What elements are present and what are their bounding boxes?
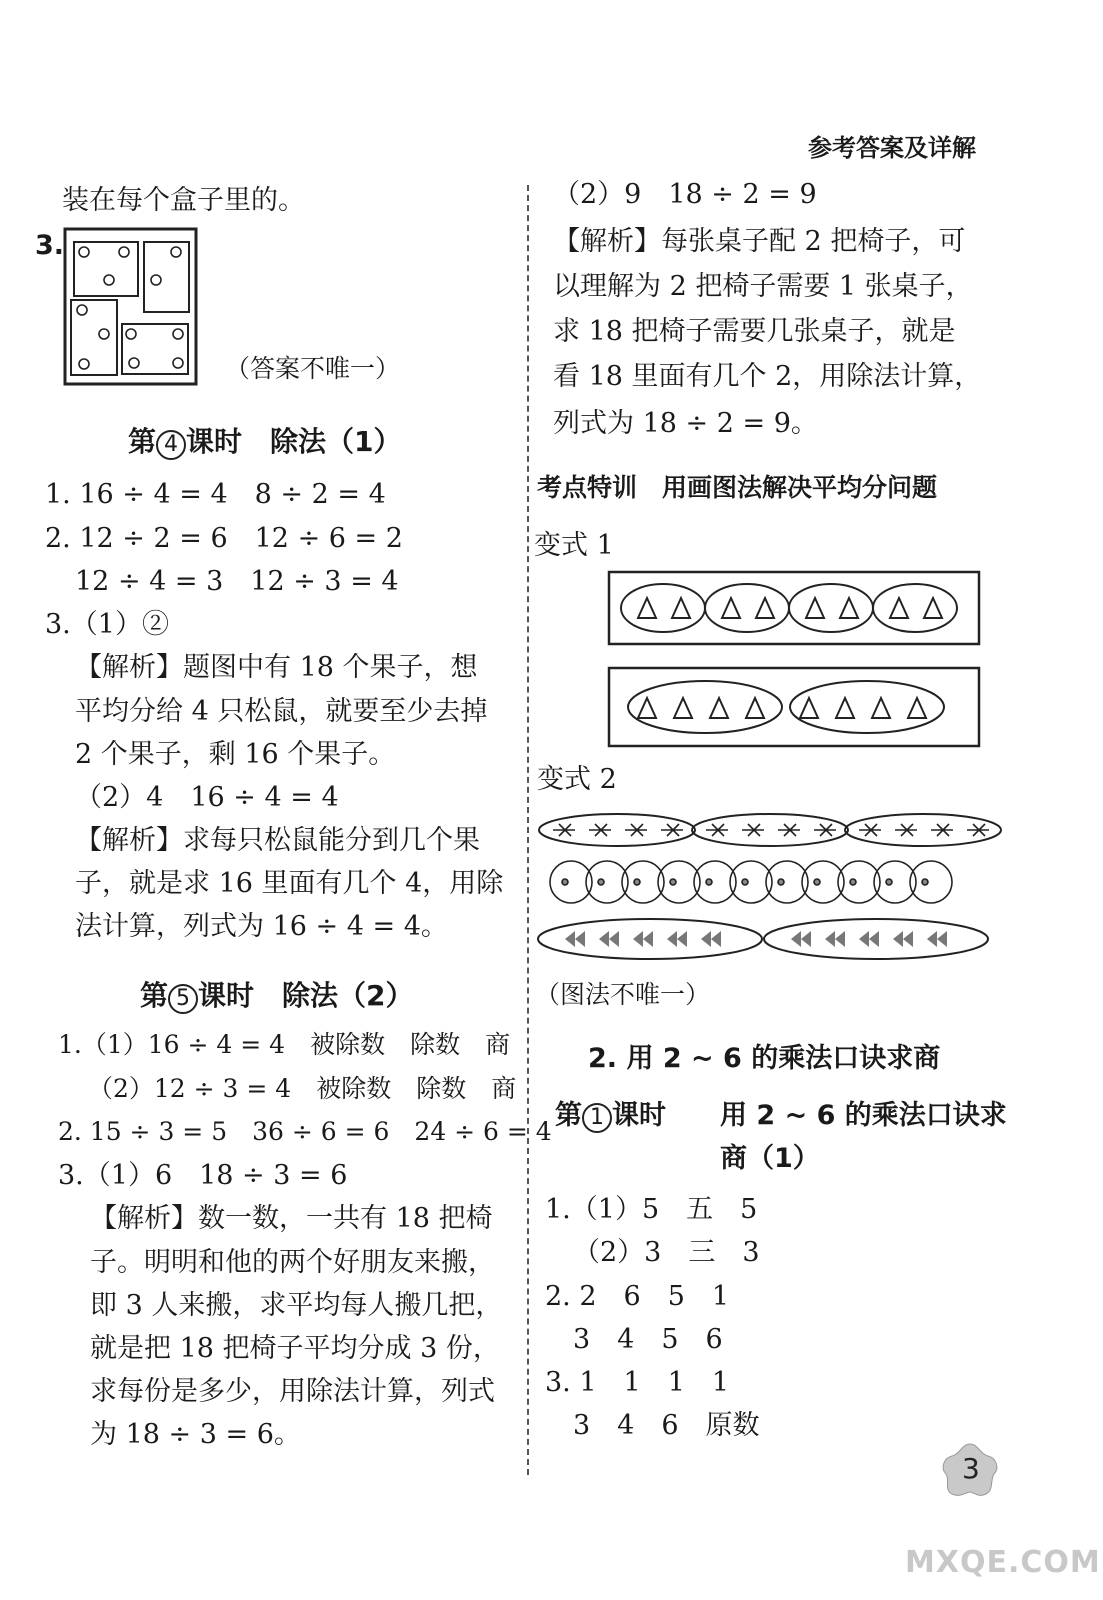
- explanation-line: 列式为 18 ÷ 2 = 9。: [553, 408, 818, 439]
- variant2-diagram: [535, 812, 1005, 962]
- lesson-prefix: 第: [555, 1100, 582, 1131]
- explanation-line: 【解析】求每只松鼠能分到几个果: [75, 825, 480, 856]
- explanation-line: 平均分给 4 只松鼠，就要至少去掉: [75, 696, 488, 727]
- column-divider: [527, 185, 529, 1475]
- explanation-line: 2 个果子，剩 16 个果子。: [75, 739, 396, 770]
- question-number: 3.: [35, 230, 65, 261]
- explanation-line: 【解析】题图中有 18 个果子，想: [75, 652, 478, 683]
- variant-label: 变式 2: [537, 764, 617, 795]
- section-heading: 2. 用 2 ~ 6 的乘法口诀求商: [588, 1043, 941, 1074]
- explanation-line: 求每份是多少，用除法计算，列式: [90, 1376, 495, 1407]
- lesson-number-badge: 5: [168, 984, 198, 1014]
- section-heading: 考点特训 用画图法解决平均分问题: [537, 473, 938, 502]
- explanation-line: 【解析】每张桌子配 2 把椅子，可: [553, 226, 966, 257]
- answer-line: 3.（1）6 18 ÷ 3 = 6: [58, 1160, 348, 1191]
- answer-line: 12 ÷ 4 = 3 12 ÷ 3 = 4: [75, 566, 399, 597]
- answer-line: （2）9 18 ÷ 2 = 9: [553, 179, 817, 210]
- explanation-line: 为 18 ÷ 3 = 6。: [90, 1419, 301, 1450]
- answer-line: （2）12 ÷ 3 = 4 被除数 除数 商: [88, 1074, 517, 1103]
- answer-line: 2. 15 ÷ 3 = 5 36 ÷ 6 = 6 24 ÷ 6 = 4: [58, 1117, 552, 1146]
- answer-line: 2. 2 6 5 1: [545, 1281, 730, 1312]
- lesson-title-line2: 商（1）: [720, 1143, 820, 1174]
- variant-label: 变式 1: [534, 530, 614, 561]
- answer-line: 3 4 6 原数: [573, 1410, 760, 1441]
- answer-note: （答案不唯一）: [225, 354, 401, 383]
- lesson-prefix: 第: [128, 425, 157, 458]
- answer-line: 1.（1）5 五 5: [545, 1194, 758, 1225]
- lesson-number-badge: 4: [156, 430, 186, 460]
- answer-line: 1.（1）16 ÷ 4 = 4 被除数 除数 商: [58, 1030, 511, 1059]
- variant1-diagram: [600, 570, 985, 750]
- lesson-prefix: 第: [140, 979, 169, 1012]
- explanation-line: 子。明明和他的两个好朋友来搬，: [90, 1247, 495, 1278]
- explanation-line: 就是把 18 把椅子平均分成 3 份，: [90, 1333, 500, 1364]
- explanation-line: 以理解为 2 把椅子需要 1 张桌子，: [553, 271, 973, 302]
- page-header: 参考答案及详解: [808, 134, 976, 162]
- text-line: 装在每个盒子里的。: [62, 185, 305, 216]
- diagram-note: （图法不唯一）: [535, 980, 711, 1009]
- explanation-line: 子，就是求 16 里面有几个 4，用除: [75, 868, 504, 899]
- lesson-title: [140, 974, 414, 1014]
- watermark: MXQE.COM: [905, 1545, 1101, 1580]
- boxes-diagram: [64, 228, 198, 386]
- answer-line: 3.（1）②: [45, 609, 169, 640]
- answer-line: （2）4 16 ÷ 4 = 4: [75, 782, 339, 813]
- lesson-title-text: 课时 除法（2）: [198, 979, 414, 1012]
- explanation-line: 即 3 人来搬，求平均每人搬几把，: [90, 1290, 503, 1321]
- lesson-number-badge: 1: [582, 1103, 612, 1133]
- answer-line: 2. 12 ÷ 2 = 6 12 ÷ 6 = 2: [45, 523, 403, 554]
- lesson-title-text: 课时 除法（1）: [186, 425, 402, 458]
- page-number: 3: [962, 1452, 980, 1485]
- answer-line: 3 4 5 6: [573, 1324, 723, 1355]
- answer-line: （2）3 三 3: [573, 1237, 760, 1268]
- explanation-line: 【解析】数一数，一共有 18 把椅: [90, 1203, 493, 1234]
- explanation-line: 求 18 把椅子需要几张桌子，就是: [553, 316, 956, 347]
- explanation-line: 法计算，列式为 16 ÷ 4 = 4。: [75, 911, 448, 942]
- answer-line: 3. 1 1 1 1: [545, 1367, 730, 1398]
- lesson-title-text: 课时 用 2 ~ 6 的乘法口诀求: [612, 1100, 1007, 1131]
- lesson-title: [128, 420, 402, 460]
- answer-line: 1. 16 ÷ 4 = 4 8 ÷ 2 = 4: [45, 479, 386, 510]
- lesson-title: [555, 1093, 1007, 1133]
- explanation-line: 看 18 里面有几个 2，用除法计算，: [553, 361, 982, 392]
